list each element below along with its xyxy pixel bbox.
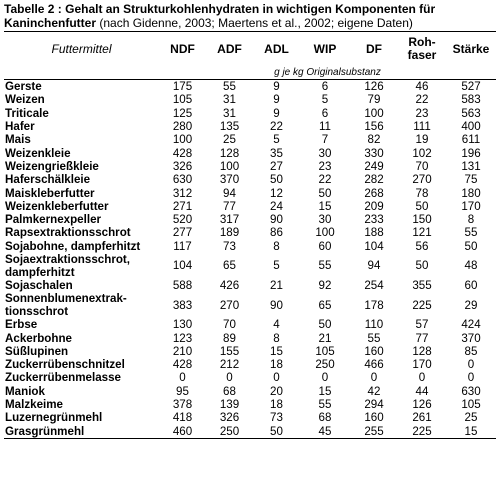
table-cell: 50	[415, 259, 429, 273]
table-cell: 105	[172, 93, 193, 107]
table-cell: 35	[270, 146, 283, 160]
table-cell: 370	[461, 331, 481, 345]
table-cell: 65	[223, 259, 236, 273]
table-cell: 312	[172, 186, 193, 200]
table-row	[4, 186, 496, 199]
column-header-df: DF	[350, 32, 398, 66]
table-cell: 19	[415, 133, 429, 147]
table-cell: 55	[318, 259, 332, 273]
table-cell: 178	[364, 298, 384, 312]
table-cell: 426	[219, 279, 240, 292]
table-cell: 270	[412, 173, 432, 187]
table-cell: 55	[223, 80, 236, 94]
table-cell: 277	[172, 226, 193, 240]
table-cell: 70	[415, 159, 429, 173]
table-cell: 42	[367, 384, 381, 398]
table-cell: 588	[172, 279, 193, 292]
table-cell: 6	[321, 106, 329, 120]
table-cell: 18	[270, 358, 283, 372]
table-cell: 60	[464, 279, 478, 292]
table-cell: 150	[412, 213, 432, 227]
table-cell: 0	[467, 371, 475, 385]
table-cell: 104	[172, 259, 193, 273]
table-cell: 78	[415, 186, 429, 200]
table-cell: 0	[226, 371, 233, 385]
table-cell: 188	[364, 226, 384, 240]
row-label: Palmkernexpeller	[5, 213, 102, 227]
row-label: Triticale	[5, 106, 49, 120]
table-cell: 249	[364, 159, 384, 173]
table-cell: 100	[315, 226, 335, 240]
table-cell: 110	[364, 318, 384, 332]
row-label: Ackerbohne	[5, 331, 73, 345]
table-cell: 428	[172, 358, 193, 372]
row-label: Haferschälkleie	[5, 173, 91, 187]
column-header-ndf: NDF	[159, 32, 206, 66]
table-cell: 104	[364, 239, 384, 253]
table-cell: 563	[461, 106, 481, 120]
table-cell: 225	[412, 298, 432, 312]
row-label: Maiskleberfutter	[5, 186, 95, 200]
row-label: Grasgrünmehl	[4, 425, 159, 439]
table-cell: 210	[172, 344, 193, 358]
table-cell: 225	[398, 425, 446, 439]
table-cell: 317	[219, 213, 240, 227]
table-cell: 160	[364, 344, 384, 358]
table-cell: 126	[412, 398, 432, 412]
row-label: Hafer	[5, 120, 35, 134]
table-cell: 60	[318, 239, 332, 253]
row-label: Sojaextraktionsschrot, dampferhitzt	[5, 252, 130, 279]
table-cell: 9	[273, 80, 280, 94]
table-row	[4, 318, 496, 331]
table-cell: 128	[219, 146, 240, 160]
table-row	[4, 411, 496, 424]
table-cell: 4	[273, 318, 280, 332]
table-cell: 156	[364, 120, 384, 134]
table-cell: 15	[446, 425, 496, 439]
table-cell: 30	[318, 213, 332, 227]
row-label: Maniok	[5, 384, 45, 398]
table-cell: 139	[219, 398, 240, 412]
table-row	[4, 240, 496, 253]
column-header-adl: ADL	[253, 32, 300, 66]
table-cell: 102	[412, 146, 432, 160]
table-cell: 21	[318, 331, 332, 345]
table-cell: 189	[219, 226, 240, 240]
row-label: Zuckerrübenschnitzel	[5, 358, 125, 372]
table-cell: 100	[364, 106, 384, 120]
table-row	[4, 226, 496, 239]
table-cell: 31	[223, 106, 236, 120]
table-cell: 611	[461, 133, 481, 147]
row-label: Mais	[5, 133, 31, 147]
table-cell: 105	[315, 344, 335, 358]
table-cell: 460	[159, 425, 206, 439]
table-cell: 55	[318, 398, 332, 412]
table-row	[4, 345, 496, 358]
table-cell: 94	[223, 186, 236, 200]
row-label: Gerste	[5, 80, 42, 94]
table-cell: 270	[219, 298, 240, 312]
table-row	[4, 160, 496, 173]
table-cell: 92	[318, 279, 332, 292]
table-cell: 170	[461, 199, 481, 213]
table-row	[4, 80, 496, 94]
table-cell: 73	[270, 411, 283, 425]
table-row	[4, 279, 496, 292]
table-cell: 250	[206, 425, 253, 439]
table-cell: 0	[418, 371, 426, 385]
table-row	[4, 385, 496, 398]
table-cell: 5	[273, 133, 280, 147]
table-cell: 326	[219, 411, 240, 425]
table-caption	[4, 2, 496, 30]
table-cell: 111	[413, 120, 431, 134]
table-row	[4, 120, 496, 133]
table-cell: 170	[412, 358, 432, 372]
table-cell: 24	[270, 199, 283, 213]
table-cell: 105	[461, 398, 481, 412]
table-cell: 424	[461, 318, 481, 332]
table-cell: 50	[318, 318, 332, 332]
table-cell: 330	[364, 146, 384, 160]
row-label: Sonnenblumenextrak- tionsschrot	[5, 292, 127, 319]
table-cell: 378	[172, 398, 193, 412]
table-cell: 55	[367, 331, 381, 345]
table-cell: 209	[364, 199, 384, 213]
table-cell: 8	[273, 331, 280, 345]
column-header-adf: ADF	[206, 32, 253, 66]
table-cell: 90	[270, 213, 283, 227]
table-cell: 100	[172, 133, 193, 147]
row-label: Sojabohne, dampferhitzt	[5, 239, 141, 253]
table-cell: 73	[223, 239, 236, 253]
table-cell: 15	[270, 344, 283, 358]
row-label: Luzernegrünmehl	[5, 411, 103, 425]
table-cell: 95	[176, 384, 189, 398]
table-cell: 79	[367, 93, 381, 107]
table-cell: 15	[318, 199, 332, 213]
table-cell: 255	[350, 425, 398, 439]
table-cell: 75	[464, 173, 478, 187]
table-cell: 117	[173, 239, 192, 253]
table-cell: 70	[223, 318, 236, 332]
table-cell: 68	[318, 411, 332, 425]
table-cell: 130	[172, 318, 193, 332]
table-cell: 44	[415, 384, 429, 398]
table-cell: 85	[464, 344, 478, 358]
table-cell: 77	[415, 331, 429, 345]
table-cell: 89	[223, 331, 236, 345]
table-cell: 22	[318, 173, 332, 187]
table-cell: 30	[318, 146, 332, 160]
table-cell: 282	[364, 173, 384, 187]
data-table	[4, 31, 496, 439]
table-cell: 48	[464, 259, 478, 273]
table-cell: 8	[273, 239, 280, 253]
table-cell: 254	[364, 279, 384, 292]
table-cell: 57	[415, 318, 429, 332]
table-cell: 25	[223, 133, 236, 147]
row-label: Süßlupinen	[5, 344, 69, 358]
table-cell: 280	[172, 120, 193, 134]
table-cell: 50	[253, 425, 300, 439]
table-cell: 261	[412, 411, 432, 425]
table-row	[4, 107, 496, 120]
table-cell: 5	[321, 93, 329, 107]
table-cell: 29	[464, 298, 478, 312]
table-cell: 271	[172, 199, 193, 213]
table-cell: 233	[364, 213, 384, 227]
table-cell: 50	[415, 199, 429, 213]
table-cell: 22	[415, 93, 429, 107]
table-cell: 128	[412, 344, 432, 358]
table-row	[4, 358, 496, 371]
row-label: Weizengrießkleie	[5, 159, 99, 173]
table-cell: 0	[273, 371, 280, 385]
row-label: Rapsextraktionsschrot	[5, 226, 131, 240]
table-cell: 428	[172, 146, 193, 160]
table-cell: 370	[219, 173, 240, 187]
table-cell: 126	[364, 80, 384, 94]
table-cell: 0	[467, 358, 475, 372]
table-cell: 23	[318, 159, 332, 173]
table-cell: 121	[412, 226, 432, 240]
table-row	[4, 292, 496, 318]
table-cell: 20	[270, 384, 283, 398]
table-cell: 175	[172, 80, 193, 94]
table-cell: 31	[223, 93, 236, 107]
table-cell: 46	[415, 80, 429, 94]
caption-source: (nach Gidenne, 2003; Maertens et al., 2002; eigene Daten)	[96, 16, 413, 30]
table-cell: 22	[270, 120, 283, 134]
unit-row	[4, 65, 496, 80]
row-label: Weizen	[5, 93, 45, 107]
table-cell: 82	[367, 133, 381, 147]
table-row	[4, 200, 496, 213]
table-cell: 55	[464, 226, 478, 240]
table-cell: 520	[172, 213, 193, 227]
column-header-rohfaser: Roh- faser	[398, 32, 446, 66]
row-label: Weizenkleie	[5, 146, 71, 160]
table-row	[4, 173, 496, 186]
table-cell: 383	[172, 298, 193, 312]
table-cell: 155	[219, 344, 240, 358]
table-row	[4, 425, 496, 439]
table-row	[4, 93, 496, 106]
table-cell: 418	[172, 411, 193, 425]
table-cell: 125	[172, 106, 193, 120]
table-cell: 77	[223, 199, 236, 213]
table-cell: 50	[464, 239, 478, 253]
table-cell: 11	[318, 120, 332, 134]
table-cell: 196	[461, 146, 481, 160]
table-cell: 9	[273, 93, 280, 107]
table-cell: 466	[364, 358, 384, 372]
table-cell: 90	[270, 298, 283, 312]
table-cell: 23	[415, 106, 429, 120]
table-cell: 0	[370, 371, 378, 385]
row-label: Sojaschalen	[5, 279, 73, 292]
table-cell: 25	[464, 411, 478, 425]
column-header-futtermittel: Futtermittel	[4, 32, 159, 66]
table-cell: 123	[172, 331, 193, 345]
unit-label: g je kg Originalsubstanz	[159, 65, 496, 80]
table-cell: 630	[461, 384, 481, 398]
table-cell: 21	[270, 279, 283, 292]
table-cell: 0	[179, 371, 186, 385]
table-cell: 65	[318, 298, 332, 312]
row-label: Erbse	[5, 318, 38, 332]
table-cell: 6	[321, 80, 329, 94]
table-cell: 527	[461, 80, 481, 94]
header-row	[4, 32, 496, 66]
table-cell: 86	[270, 226, 283, 240]
table-cell: 630	[172, 173, 193, 187]
table-cell: 8	[467, 213, 475, 227]
table-cell: 268	[364, 186, 384, 200]
table-cell: 18	[270, 398, 283, 412]
table-cell: 45	[300, 425, 350, 439]
table-cell: 180	[461, 186, 481, 200]
table-row	[4, 146, 496, 159]
table-cell: 212	[219, 358, 240, 372]
table-row	[4, 331, 496, 344]
table-cell: 7	[321, 133, 329, 147]
table-cell: 250	[315, 358, 335, 372]
caption-title: Tabelle 2 : Gehalt an Strukturkohlenhydraten in wichtigen Komponenten für Kaninchenfutter	[4, 2, 436, 30]
table-body	[4, 80, 496, 439]
row-label: Weizenkleberfutter	[5, 199, 109, 213]
table-row	[4, 253, 496, 279]
table-cell: 0	[321, 371, 329, 385]
table-cell: 100	[219, 159, 240, 173]
table-cell: 50	[318, 186, 332, 200]
table-cell: 294	[364, 398, 384, 412]
table-cell: 12	[270, 186, 283, 200]
table-row	[4, 398, 496, 411]
table-cell: 5	[273, 259, 280, 273]
column-header-wip: WIP	[300, 32, 350, 66]
table-row	[4, 213, 496, 226]
table-cell: 9	[273, 106, 280, 120]
table-cell: 27	[270, 159, 283, 173]
table-cell: 50	[270, 173, 283, 187]
table-cell: 135	[219, 120, 240, 134]
table-cell: 400	[461, 120, 481, 134]
table-row	[4, 133, 496, 146]
table-cell: 68	[223, 384, 236, 398]
row-label: Malzkeime	[5, 398, 63, 412]
table-cell: 94	[367, 259, 381, 273]
table-cell: 583	[461, 93, 481, 107]
table-cell: 160	[364, 411, 384, 425]
table-cell: 15	[318, 384, 332, 398]
table-row	[4, 371, 496, 384]
table-cell: 355	[412, 279, 432, 292]
table-cell: 56	[415, 239, 429, 253]
table-cell: 131	[461, 159, 481, 173]
column-header-staerke: Stärke	[446, 32, 496, 66]
row-label: Zuckerrübenmelasse	[5, 371, 121, 385]
table-cell: 326	[172, 159, 193, 173]
